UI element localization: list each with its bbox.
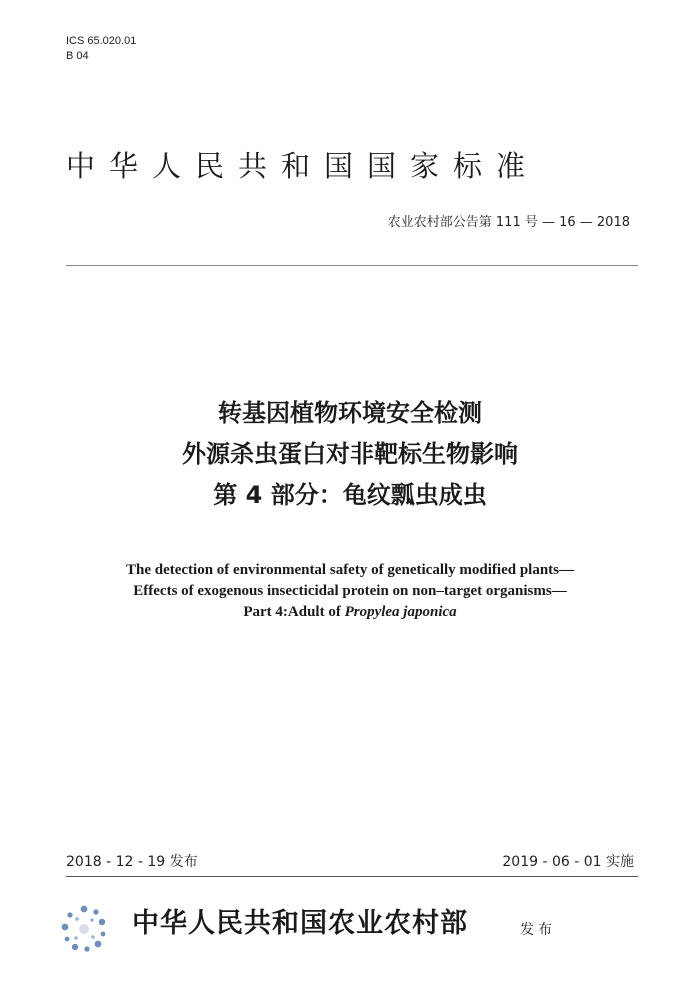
english-title-line-2: Effects of exogenous insecticidal protein on non–target organisms— bbox=[133, 583, 567, 599]
issuing-ministry: 中华人民共和国农业农村部 bbox=[132, 908, 468, 939]
publish-label: 发布 bbox=[520, 922, 556, 938]
chinese-title bbox=[0, 393, 700, 516]
implementation-date: 2019 - 06 - 01 实施 bbox=[502, 854, 634, 870]
english-title-species: Propylea japonica bbox=[344, 604, 457, 620]
chinese-title-line-3: 第 4 部分：龟纹瓢虫成虫 bbox=[213, 481, 487, 509]
issue-date: 2018 - 12 - 19 发布 bbox=[66, 854, 198, 870]
ministry-emblem-icon bbox=[58, 903, 110, 955]
header-divider bbox=[66, 265, 638, 266]
standard-number: 农业农村部公告第 111 号 — 16 — 2018 bbox=[387, 215, 630, 230]
ccs-code: B 04 bbox=[66, 50, 89, 62]
standard-title: 中华人民共和国国家标准 bbox=[66, 149, 540, 183]
english-title-line-1: The detection of environmental safety of genetically modified plants— bbox=[125, 562, 574, 578]
footer-divider bbox=[66, 876, 638, 877]
ics-code: ICS 65.020.01 bbox=[66, 35, 137, 47]
chinese-title-line-1: 转基因植物环境安全检测 bbox=[218, 399, 482, 427]
english-title bbox=[0, 560, 700, 623]
english-title-line-3 bbox=[0, 602, 700, 623]
chinese-title-line-2: 外源杀虫蛋白对非靶标生物影响 bbox=[182, 440, 518, 468]
english-title-part-prefix: Part 4:Adult of bbox=[243, 604, 345, 620]
classification-codes bbox=[66, 34, 136, 64]
